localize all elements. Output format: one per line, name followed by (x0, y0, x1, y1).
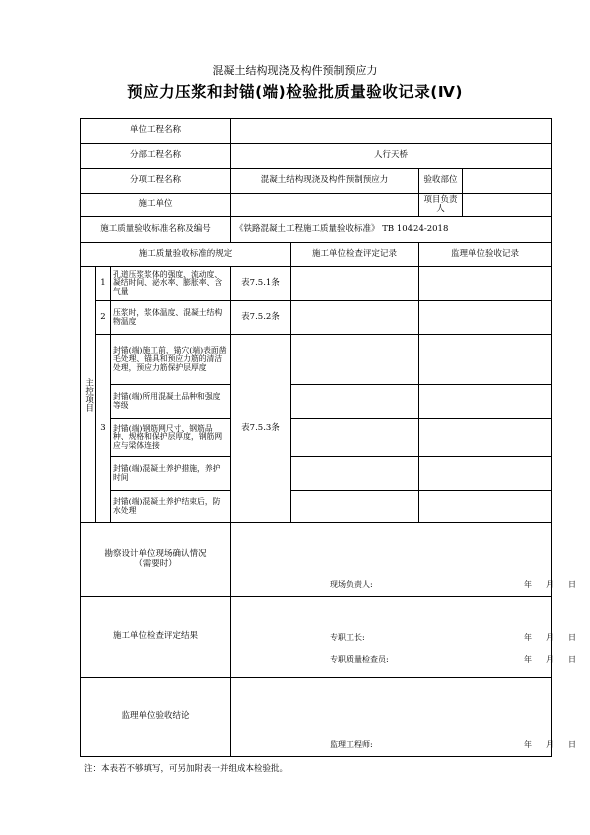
standard-value[interactable]: 《铁路混凝土工程施工质量验收标准》 TB 10424-2018 (231, 217, 552, 243)
survey-signoff-area[interactable] (231, 523, 576, 597)
date-year: 年 (524, 580, 532, 589)
date-day: 日 (568, 740, 576, 749)
date-month: 月 (546, 655, 554, 664)
manager-value[interactable] (463, 194, 552, 217)
division-value[interactable]: 人行天桥 (231, 144, 552, 169)
contractor-signoff-area[interactable] (231, 597, 576, 678)
supervisor-check-cell[interactable] (419, 457, 552, 491)
item-no: 2 (96, 301, 111, 335)
supervisor-conclusion-label: 监理单位验收结论 (81, 678, 231, 757)
item-text: 封锚(端)混凝土养护结束后，防水处理 (111, 491, 231, 523)
item-text: 孔道压浆浆体的强度、流动度、凝结时间、泌水率、膨胀率、含气量 (111, 267, 231, 301)
supervisor-signoff-row (81, 678, 552, 757)
item-ref: 表7.5.1条 (231, 267, 291, 301)
supervisor-signoff-area[interactable] (231, 678, 576, 757)
contractor-check-cell[interactable] (291, 457, 419, 491)
inspect-part-label: 验收部位 (419, 169, 463, 194)
date-year: 年 (524, 740, 532, 749)
supervisor-check-cell[interactable] (419, 301, 552, 335)
contractor-label: 施工单位 (81, 194, 231, 217)
item-text: 压浆时，浆体温度、混凝土结构物温度 (111, 301, 231, 335)
main-item-row-1 (81, 267, 552, 301)
item-ref: 表7.5.2条 (231, 301, 291, 335)
main-item-row-3c (81, 419, 552, 457)
item-text: 封锚(端)施工前，锚穴(端)表面凿毛处理、锚具和预应力筋的清洁处理，预应力筋保护层厚度 (111, 335, 231, 385)
inspection-record-table (80, 118, 576, 757)
main-item-row-3a (81, 335, 552, 385)
main-item-row-3d (81, 457, 552, 491)
supervisor-check-cell[interactable] (419, 267, 552, 301)
survey-label: 勘察设计单位现场确认情况（需要时） (81, 523, 231, 597)
inspect-part-value[interactable] (463, 169, 552, 194)
contractor-check-cell[interactable] (291, 385, 419, 419)
provision-header: 施工质量验收标准的规定 (81, 243, 291, 267)
contractor-signoff-row (81, 597, 552, 678)
unit-project-label: 单位工程名称 (81, 119, 231, 144)
subitem-value[interactable]: 混凝土结构现浇及构件预制预应力 (231, 169, 419, 194)
date-year: 年 (524, 655, 532, 664)
contractor-check-cell[interactable] (291, 267, 419, 301)
contractor-check-cell[interactable] (291, 419, 419, 457)
foreman-label: 专职工长: (330, 633, 365, 642)
item-text: 封锚(端)混凝土养护措施，养护时间 (111, 457, 231, 491)
form-footnote: 注：本表若不够填写，可另加附表一并组成本检验批。 (84, 764, 289, 774)
item-text: 封锚(端)钢筋网尺寸、钢筋品种、规格和保护层厚度，钢筋网应与梁体连接 (111, 419, 231, 457)
contractor-check-cell[interactable] (291, 335, 419, 385)
division-label: 分部工程名称 (81, 144, 231, 169)
date-day: 日 (568, 633, 576, 642)
survey-person-label: 现场负责人: (330, 580, 373, 589)
date-month: 月 (546, 740, 554, 749)
engineer-label: 监理工程师: (330, 740, 373, 749)
contractor-value[interactable] (231, 194, 419, 217)
supervisor-check-cell[interactable] (419, 385, 552, 419)
supervisor-check-cell[interactable] (419, 419, 552, 457)
main-items-group-label: 主控项目 (81, 267, 96, 523)
standard-label: 施工质量验收标准名称及编号 (81, 217, 231, 243)
survey-signoff-row (81, 523, 552, 597)
date-month: 月 (546, 580, 554, 589)
unit-project-row (81, 119, 552, 144)
main-item-row-3b (81, 385, 552, 419)
subitem-row (81, 169, 552, 194)
contractor-row (81, 194, 552, 217)
contractor-check-header: 施工单位检查评定记录 (291, 243, 419, 267)
column-header-row (81, 243, 552, 267)
item-no: 3 (96, 335, 111, 523)
date-day: 日 (568, 580, 576, 589)
supervisor-check-header: 监理单位验收记录 (419, 243, 552, 267)
form-title: 预应力压浆和封锚(端)检验批质量验收记录(Ⅳ) (127, 83, 463, 101)
manager-label: 项目负责人 (419, 194, 463, 217)
date-year: 年 (524, 633, 532, 642)
item-no: 1 (96, 267, 111, 301)
date-month: 月 (546, 633, 554, 642)
date-day: 日 (568, 655, 576, 664)
form-subtitle: 混凝土结构现浇及构件预制预应力 (212, 64, 378, 77)
contractor-result-label: 施工单位检查评定结果 (81, 597, 231, 678)
main-item-row-2 (81, 301, 552, 335)
contractor-check-cell[interactable] (291, 301, 419, 335)
unit-project-value[interactable] (231, 119, 552, 144)
item-text: 封锚(端)所用混凝土品种和强度等级 (111, 385, 231, 419)
supervisor-check-cell[interactable] (419, 335, 552, 385)
supervisor-check-cell[interactable] (419, 491, 552, 523)
standard-row (81, 217, 552, 243)
division-row (81, 144, 552, 169)
item-ref: 表7.5.3条 (231, 335, 291, 523)
qc-inspector-label: 专职质量检查员: (330, 655, 389, 664)
contractor-check-cell[interactable] (291, 491, 419, 523)
main-item-row-3e (81, 491, 552, 523)
subitem-label: 分项工程名称 (81, 169, 231, 194)
